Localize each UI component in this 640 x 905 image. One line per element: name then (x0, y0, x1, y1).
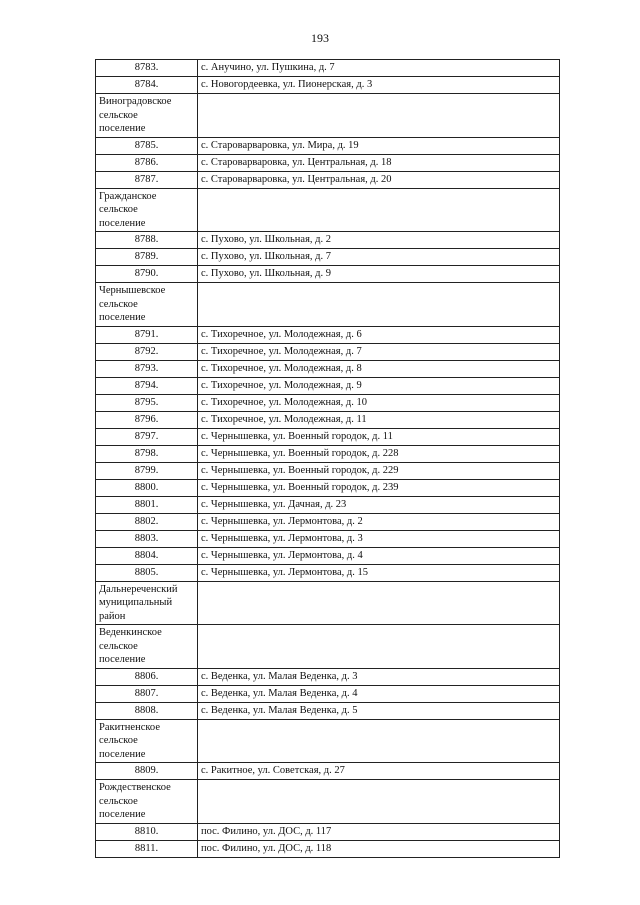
entry-address: с. Ракитное, ул. Советская, д. 27 (198, 763, 560, 780)
entry-address: с. Чернышевка, ул. Лермонтова, д. 15 (198, 564, 560, 581)
entry-address: с. Анучино, ул. Пушкина, д. 7 (198, 60, 560, 77)
entry-address: с. Староварваровка, ул. Центральная, д. 20 (198, 171, 560, 188)
table-row (96, 840, 560, 857)
entry-number: 8805. (96, 564, 198, 581)
group-heading-line: район (99, 610, 126, 622)
table-row (96, 60, 560, 77)
group-heading-line: Виноградовское (99, 96, 172, 107)
entry-address: с. Чернышевка, ул. Дачная, д. 23 (198, 496, 560, 513)
table-row (96, 668, 560, 685)
table-row (96, 77, 560, 94)
table-row (96, 547, 560, 564)
entry-address: с. Тихоречное, ул. Молодежная, д. 6 (198, 326, 560, 343)
empty-cell (198, 581, 560, 625)
group-heading-line: Рождественское (99, 782, 171, 793)
group-heading-line: поселение (99, 748, 146, 760)
table-row (96, 823, 560, 840)
table-row (96, 763, 560, 780)
group-heading-line: сельское (99, 735, 138, 746)
table-row (96, 564, 560, 581)
table-row (96, 154, 560, 171)
entry-number: 8806. (96, 668, 198, 685)
group-row (96, 719, 560, 763)
group-row (96, 94, 560, 138)
empty-cell (198, 188, 560, 232)
entry-number: 8794. (96, 377, 198, 394)
empty-cell (198, 780, 560, 824)
entry-address: с. Чернышевка, ул. Лермонтова, д. 4 (198, 547, 560, 564)
page-number: 193 (311, 31, 329, 45)
table-row (96, 479, 560, 496)
group-heading-line: Ракитненское (99, 721, 160, 733)
entry-number: 8798. (96, 445, 198, 462)
entry-number: 8790. (96, 266, 198, 283)
table-row (96, 266, 560, 283)
entry-address: с. Веденка, ул. Малая Веденка, д. 5 (198, 702, 560, 719)
table-row (96, 326, 560, 343)
entry-address: с. Староварваровка, ул. Мира, д. 19 (198, 137, 560, 154)
entry-address: с. Новогордеевка, ул. Пионерская, д. 3 (198, 77, 560, 94)
table-row (96, 232, 560, 249)
group-heading (96, 780, 198, 824)
entry-address: пос. Филино, ул. ДОС, д. 118 (198, 840, 560, 857)
entry-address: с. Староварваровка, ул. Центральная, д. 18 (198, 154, 560, 171)
table-row (96, 428, 560, 445)
entry-number: 8811. (96, 840, 198, 857)
group-heading-line: сельское (99, 109, 138, 121)
registry-body (96, 60, 560, 858)
table-row (96, 513, 560, 530)
entry-address: с. Тихоречное, ул. Молодежная, д. 9 (198, 377, 560, 394)
entry-number: 8809. (96, 763, 198, 780)
table-row (96, 445, 560, 462)
entry-number: 8791. (96, 326, 198, 343)
table-row (96, 394, 560, 411)
empty-cell (198, 283, 560, 327)
group-heading-line: Дальнереченский (99, 583, 178, 595)
group-heading (96, 719, 198, 763)
entry-address: с. Чернышевка, ул. Военный городок, д. 229 (198, 462, 560, 479)
entry-address: с. Чернышевка, ул. Военный городок, д. 228 (198, 445, 560, 462)
empty-cell (198, 625, 560, 669)
entry-number: 8785. (96, 137, 198, 154)
entry-address: с. Веденка, ул. Малая Веденка, д. 4 (198, 685, 560, 702)
table-row (96, 496, 560, 513)
entry-address: с. Чернышевка, ул. Лермонтова, д. 2 (198, 513, 560, 530)
entry-number: 8801. (96, 496, 198, 513)
table-row (96, 137, 560, 154)
group-heading-line: сельское (99, 298, 138, 310)
table-row (96, 377, 560, 394)
entry-number: 8795. (96, 394, 198, 411)
entry-number: 8807. (96, 685, 198, 702)
group-heading (96, 625, 198, 669)
entry-number: 8804. (96, 547, 198, 564)
table-row (96, 702, 560, 719)
group-heading-line: Чернышевское (99, 285, 166, 296)
table-row (96, 411, 560, 428)
group-row (96, 283, 560, 327)
entry-number: 8796. (96, 411, 198, 428)
entry-number: 8803. (96, 530, 198, 547)
entry-number: 8787. (96, 171, 198, 188)
entry-address: с. Веденка, ул. Малая Веденка, д. 3 (198, 668, 560, 685)
empty-cell (198, 94, 560, 138)
entry-address: с. Тихоречное, ул. Молодежная, д. 8 (198, 360, 560, 377)
entry-number: 8783. (96, 60, 198, 77)
group-heading (96, 283, 198, 327)
group-heading-line: поселение (99, 312, 146, 323)
entry-number: 8792. (96, 343, 198, 360)
group-heading-line: сельское (99, 204, 138, 215)
group-heading-line: поселение (99, 654, 146, 665)
entry-address: с. Пухово, ул. Школьная, д. 7 (198, 249, 560, 266)
group-heading-line: муниципальный (99, 597, 173, 608)
empty-cell (198, 719, 560, 763)
group-row (96, 780, 560, 824)
entry-number: 8789. (96, 249, 198, 266)
table-row (96, 360, 560, 377)
entry-number: 8810. (96, 823, 198, 840)
entry-number: 8808. (96, 702, 198, 719)
entry-number: 8797. (96, 428, 198, 445)
group-heading-line: поселение (99, 809, 146, 820)
entry-address: с. Чернышевка, ул. Лермонтова, д. 3 (198, 530, 560, 547)
group-heading (96, 94, 198, 138)
group-heading (96, 188, 198, 232)
table-row (96, 343, 560, 360)
table-row (96, 171, 560, 188)
group-heading-line: сельское (99, 795, 138, 807)
entry-number: 8784. (96, 77, 198, 94)
group-heading (96, 581, 198, 625)
entry-number: 8788. (96, 232, 198, 249)
group-heading-line: Гражданское (99, 190, 157, 202)
entry-address: с. Чернышевка, ул. Военный городок, д. 11 (198, 428, 560, 445)
registry-table (95, 59, 560, 858)
entry-address: с. Пухово, ул. Школьная, д. 2 (198, 232, 560, 249)
group-heading-line: сельское (99, 640, 138, 652)
group-row (96, 625, 560, 669)
group-row (96, 581, 560, 625)
table-row (96, 249, 560, 266)
table-row (96, 462, 560, 479)
entry-number: 8800. (96, 479, 198, 496)
entry-address: с. Тихоречное, ул. Молодежная, д. 7 (198, 343, 560, 360)
table-row (96, 685, 560, 702)
entry-number: 8793. (96, 360, 198, 377)
entry-address: с. Чернышевка, ул. Военный городок, д. 239 (198, 479, 560, 496)
group-heading-line: поселение (99, 217, 146, 229)
entry-address: пос. Филино, ул. ДОС, д. 117 (198, 823, 560, 840)
group-row (96, 188, 560, 232)
entry-address: с. Тихоречное, ул. Молодежная, д. 10 (198, 394, 560, 411)
entry-number: 8802. (96, 513, 198, 530)
entry-address: с. Пухово, ул. Школьная, д. 9 (198, 266, 560, 283)
entry-address: с. Тихоречное, ул. Молодежная, д. 11 (198, 411, 560, 428)
entry-number: 8799. (96, 462, 198, 479)
table-row (96, 530, 560, 547)
group-heading-line: поселение (99, 123, 146, 134)
entry-number: 8786. (96, 154, 198, 171)
group-heading-line: Веденкинское (99, 627, 162, 638)
